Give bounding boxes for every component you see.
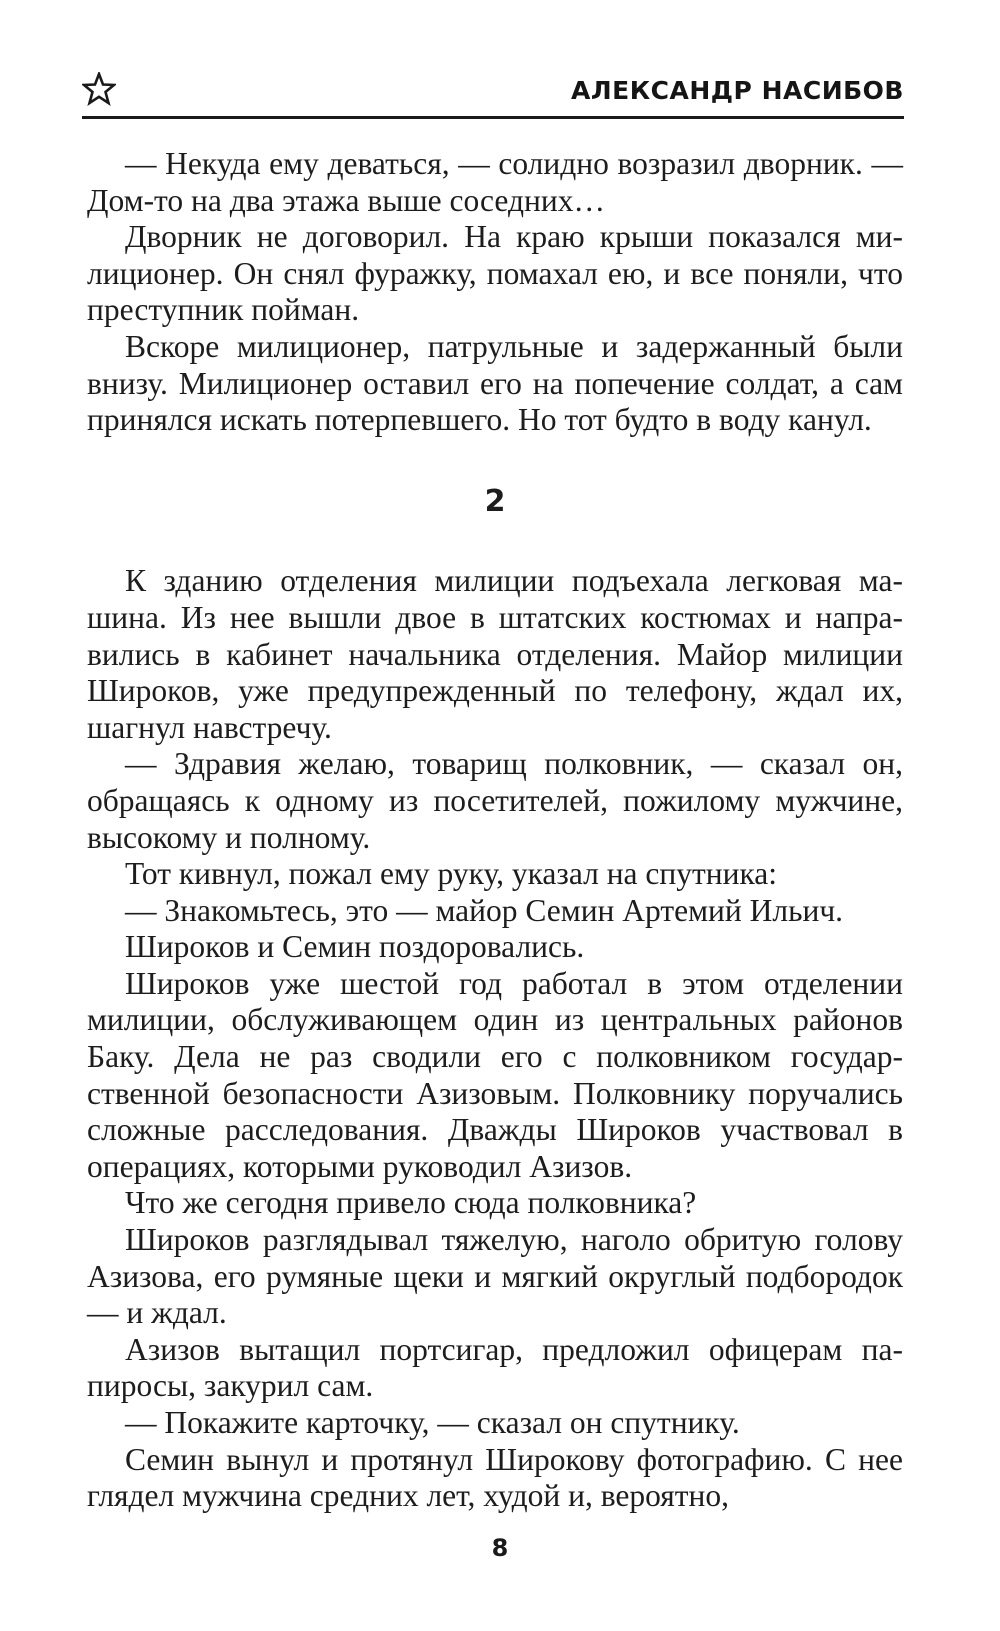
- chapter-number: 2: [484, 483, 506, 519]
- paragraph: Семин вынул и протянул Широкову фотографию. С нее глядел мужчина средних лет, худой и, вероятно,: [87, 1441, 903, 1514]
- paragraph: — Покажите карточку, — сказал он спутнику.: [125, 1405, 740, 1440]
- paragraph: Дворник не договорил. На краю крыши показался милиционер. Он снял фуражку, помахал ею, и все поняли, что преступник пойман.: [87, 219, 903, 328]
- paragraph: Азизов вытащил портсигар, предложил офицерам папиросы, закурил сам.: [87, 1331, 903, 1404]
- paragraph: — Здравия желаю, товарищ полковник, — сказал он, обращаясь к одному из посетителей, пожилому мужчине, высокому и полному.: [87, 746, 903, 855]
- paragraph: Тот кивнул, пожал ему руку, указал на спутника:: [125, 856, 778, 892]
- header-divider: [82, 116, 904, 119]
- paragraph: — Знакомьтесь, это — майор Семин Артемий Ильич.: [125, 892, 844, 928]
- paragraph: К зданию отделения милиции подъехала легковая машина. Из нее вышли двое в штатских костюмах и направились в кабинет начальника отделения. Майор милиции Широков, уже предупрежденный по телефону, ждал их, шагнул навстречу.: [87, 563, 903, 745]
- page-number: 8: [491, 1534, 509, 1562]
- paragraph: Вскоре милиционер, патрульные и задержанный были внизу. Милиционер оставил его на попечение солдат, а сам принялся искать потерпевшего. Но тот будто в воду канул.: [87, 328, 903, 438]
- author-name: АЛЕКСАНДР НАСИБОВ: [571, 76, 904, 105]
- star-outline-icon: [82, 72, 116, 106]
- paragraph: Широков разглядывал тяжелую, наголо обритую голову Азизова, его румяные щеки и мягкий округлый подбородок — и ждал.: [87, 1222, 903, 1331]
- paragraph: Широков уже шестой год работал в этом отделении милиции, обслуживающем один из центральных районов Баку. Дела не раз сводили его с полковником государственной безопасности Азизовым. Полковнику поручались сложные расследования. Дважды Широков участвовал в операциях, которыми руководил Азизов.: [87, 965, 903, 1184]
- page-body: [87, 146, 903, 1515]
- paragraph: — Некуда ему деваться, — солидно возразил дворник. — Дом-то на два этажа выше соседних…: [87, 146, 903, 218]
- paragraph: Широков и Семин поздоровались.: [125, 929, 585, 965]
- running-header: [82, 68, 904, 118]
- paragraph: Что же сегодня привело сюда полковника?: [125, 1185, 697, 1221]
